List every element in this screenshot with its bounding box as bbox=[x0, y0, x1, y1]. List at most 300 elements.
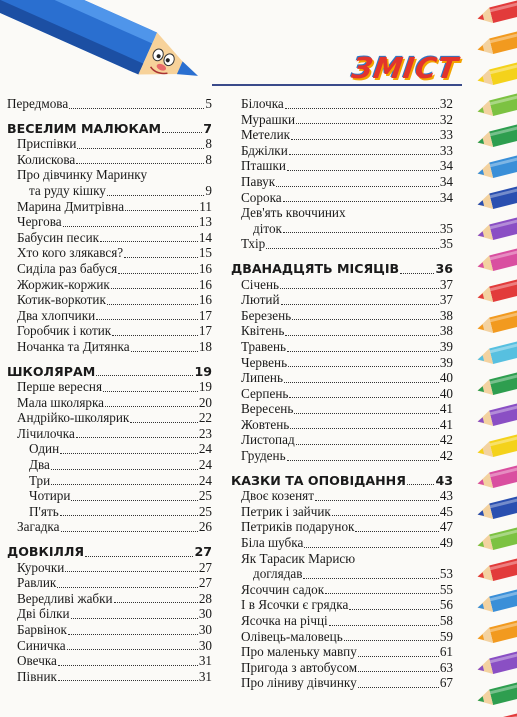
toc-entry bbox=[7, 591, 212, 607]
toc-entry bbox=[7, 230, 212, 246]
toc-page-number: 19 bbox=[198, 379, 212, 395]
toc-entry-title: Січень bbox=[241, 276, 280, 292]
toc-page-number: 55 bbox=[439, 581, 453, 597]
toc-entry-title: Про дівчинку Маринку bbox=[17, 167, 148, 183]
dot-leader bbox=[71, 500, 197, 501]
toc-entry bbox=[7, 560, 212, 576]
toc-page-number: 41 bbox=[439, 416, 453, 432]
colored-pencil-icon bbox=[476, 62, 517, 88]
toc-entry-title: Один bbox=[29, 441, 60, 457]
toc-page-number: 20 bbox=[198, 394, 212, 410]
dot-leader bbox=[358, 687, 439, 688]
toc-entry bbox=[7, 395, 212, 411]
toc-entry-title: І в Ясочки є грядка bbox=[241, 597, 349, 613]
dot-leader bbox=[71, 618, 198, 619]
toc-entry bbox=[231, 308, 453, 324]
colored-pencil-icon bbox=[476, 248, 517, 274]
dot-leader bbox=[107, 195, 205, 196]
dot-leader bbox=[112, 335, 198, 336]
toc-entry-title: Дві білки bbox=[17, 606, 70, 622]
toc-entry-title: Метелик bbox=[241, 127, 291, 143]
colored-pencil-icon bbox=[476, 403, 517, 429]
colored-pencil-icon bbox=[476, 527, 517, 553]
toc-entry bbox=[231, 675, 453, 691]
toc-entry-title: Горобчик і котик bbox=[17, 323, 112, 339]
colored-pencil-icon bbox=[476, 589, 517, 615]
toc-entry-title: ВЕСЕЛИМ МАЛЮКАМ bbox=[7, 120, 162, 136]
toc-entry-title: Жоржик-коржик bbox=[17, 276, 110, 292]
toc-entry-title: Про маленьку мавпу bbox=[241, 644, 357, 660]
toc-entry-title: Павук bbox=[241, 173, 276, 189]
toc-page-number: 40 bbox=[439, 370, 453, 386]
toc-entry-title: Сиділа раз бабуся bbox=[17, 260, 118, 276]
toc-entry bbox=[231, 112, 453, 128]
toc-entry bbox=[231, 190, 453, 206]
toc-entry-title: Приспівки bbox=[17, 136, 77, 152]
dot-leader bbox=[407, 484, 435, 485]
toc-entry bbox=[231, 386, 453, 402]
toc-page-number: 8 bbox=[205, 136, 212, 152]
toc-entry bbox=[7, 261, 212, 277]
section-gap bbox=[7, 355, 212, 364]
dot-leader bbox=[60, 515, 198, 516]
toc-page-number: 39 bbox=[439, 338, 453, 354]
toc-entry bbox=[231, 660, 453, 676]
section-gap bbox=[7, 112, 212, 121]
colored-pencil-icon bbox=[476, 217, 517, 243]
toc-entry-title: доглядав bbox=[253, 566, 303, 582]
toc-entry bbox=[7, 199, 212, 215]
colored-pencil-icon bbox=[476, 713, 517, 717]
toc-section-heading bbox=[7, 121, 212, 137]
dot-leader bbox=[68, 634, 198, 635]
colored-pencil-icon bbox=[476, 341, 517, 367]
toc-page-number: 32 bbox=[439, 96, 453, 111]
dot-leader bbox=[162, 132, 202, 133]
toc-entry-title: Як Тарасик Марисю bbox=[241, 550, 356, 566]
toc-section-heading bbox=[7, 544, 212, 560]
toc-page-number: 42 bbox=[439, 448, 453, 464]
toc-page-number: 13 bbox=[198, 214, 212, 230]
dot-leader bbox=[285, 335, 438, 336]
dot-leader bbox=[58, 665, 198, 666]
dot-leader bbox=[290, 428, 438, 429]
toc-entry bbox=[231, 504, 453, 520]
toc-entry bbox=[7, 214, 212, 230]
colored-pencils-border-icon bbox=[475, 0, 517, 717]
colored-pencil-icon bbox=[476, 620, 517, 646]
dot-leader bbox=[130, 422, 197, 423]
toc-entry-title: Серпень bbox=[241, 385, 289, 401]
toc-page-number: 58 bbox=[439, 613, 453, 628]
toc-entry-title: Сорока bbox=[241, 189, 282, 205]
toc-entry bbox=[231, 370, 453, 386]
dot-leader bbox=[358, 671, 439, 672]
toc-entry bbox=[7, 167, 212, 183]
toc-entry-title: Три bbox=[29, 472, 51, 488]
toc-page-number: 42 bbox=[439, 432, 453, 448]
toc-entry bbox=[7, 457, 212, 473]
toc-entry bbox=[231, 205, 453, 221]
toc-entry bbox=[7, 410, 212, 426]
toc-page-number: 28 bbox=[198, 590, 212, 606]
toc-entry-title: П'ять bbox=[29, 503, 59, 519]
toc-entry bbox=[231, 221, 453, 237]
dot-leader bbox=[114, 602, 198, 603]
toc-page-number: 34 bbox=[439, 158, 453, 174]
toc-entry-title: Бджілки bbox=[241, 142, 288, 158]
toc-entry bbox=[231, 488, 453, 504]
dot-leader bbox=[107, 304, 198, 305]
toc-page-number: 15 bbox=[198, 245, 212, 261]
toc-page-number: 25 bbox=[198, 488, 212, 504]
dot-leader bbox=[288, 366, 439, 367]
dot-leader bbox=[60, 453, 198, 454]
toc-entry-title: Два bbox=[29, 457, 50, 473]
dot-leader bbox=[315, 500, 439, 501]
toc-entry-title: Андрійко-школярик bbox=[17, 410, 130, 426]
toc-entry-title: Чергова bbox=[17, 214, 62, 230]
toc-entry bbox=[231, 143, 453, 159]
toc-section-heading bbox=[231, 261, 453, 277]
toc-entry-title: Липень bbox=[241, 370, 283, 386]
toc-page-number: 30 bbox=[198, 606, 212, 622]
toc-entry-title: КАЗКИ ТА ОПОВІДАННЯ bbox=[231, 472, 406, 488]
dot-leader bbox=[58, 680, 198, 681]
dot-leader bbox=[349, 609, 439, 610]
toc-entry bbox=[7, 136, 212, 152]
dot-leader bbox=[51, 469, 198, 470]
toc-page-number: 30 bbox=[198, 622, 212, 637]
dot-leader bbox=[281, 304, 439, 305]
toc-entry-title: Про ліниву дівчинку bbox=[241, 675, 357, 691]
toc-entry-title: Хто кого злякався? bbox=[17, 245, 124, 261]
toc-entry bbox=[231, 566, 453, 582]
toc-entry bbox=[7, 277, 212, 293]
dot-leader bbox=[291, 139, 439, 140]
section-gap bbox=[231, 252, 453, 261]
toc-entry-title: Півник bbox=[17, 668, 57, 684]
dot-leader bbox=[76, 163, 204, 164]
toc-entry bbox=[231, 236, 453, 252]
toc-entry bbox=[231, 417, 453, 433]
toc-entry-title: Загадка bbox=[17, 519, 60, 535]
toc-entry-title: Ночанка та Дитянка bbox=[17, 338, 130, 354]
dot-leader bbox=[325, 593, 439, 594]
dot-leader bbox=[292, 319, 439, 320]
toc-entry bbox=[231, 96, 453, 112]
toc-entry-title: Травень bbox=[241, 338, 287, 354]
colored-pencil-icon bbox=[476, 310, 517, 336]
toc-page-number: 14 bbox=[198, 229, 212, 245]
colored-pencil-icon bbox=[476, 651, 517, 677]
toc-entry bbox=[7, 622, 212, 638]
section-gap bbox=[7, 535, 212, 544]
toc-entry-title: Бабусин песик bbox=[17, 229, 100, 245]
toc-page-number: 40 bbox=[439, 385, 453, 401]
toc-entry bbox=[7, 426, 212, 442]
toc-page-number: 31 bbox=[198, 668, 212, 684]
toc-page-number: 38 bbox=[439, 307, 453, 323]
toc-page-number: 33 bbox=[439, 127, 453, 143]
toc-entry bbox=[231, 432, 453, 448]
toc-entry-title: Мурашки bbox=[241, 111, 296, 127]
dot-leader bbox=[125, 210, 198, 211]
toc-right-column bbox=[231, 96, 453, 691]
toc-entry-title: Вередливі жабки bbox=[17, 590, 113, 606]
colored-pencil-icon bbox=[476, 682, 517, 708]
toc-entry bbox=[231, 292, 453, 308]
toc-entry bbox=[7, 473, 212, 489]
toc-entry-title: Двоє козенят bbox=[241, 488, 314, 504]
dot-leader bbox=[276, 186, 439, 187]
toc-entry bbox=[231, 158, 453, 174]
toc-page-number: 27 bbox=[198, 559, 212, 575]
dot-leader bbox=[283, 232, 439, 233]
toc-entry bbox=[7, 152, 212, 168]
toc-entry-title: Листопад bbox=[241, 432, 295, 448]
dot-leader bbox=[287, 351, 439, 352]
dot-leader bbox=[296, 123, 439, 124]
toc-entry bbox=[7, 488, 212, 504]
dot-leader bbox=[65, 571, 197, 572]
dot-leader bbox=[111, 288, 198, 289]
toc-entry-title: Перше вересня bbox=[17, 379, 103, 395]
dot-leader bbox=[358, 656, 439, 657]
toc-entry bbox=[7, 183, 212, 199]
toc-entry-title: Березень bbox=[241, 307, 292, 323]
toc-entry bbox=[231, 535, 453, 551]
toc-entry-title: Грудень bbox=[241, 448, 286, 464]
toc-entry bbox=[231, 355, 453, 371]
dot-leader bbox=[51, 484, 198, 485]
dot-leader bbox=[131, 351, 198, 352]
toc-page-number: 34 bbox=[439, 173, 453, 189]
dot-leader bbox=[266, 248, 439, 249]
toc-entry bbox=[7, 504, 212, 520]
toc-entry-title: Квітень bbox=[241, 323, 285, 339]
toc-entry bbox=[7, 638, 212, 654]
toc-entry bbox=[231, 597, 453, 613]
toc-page-number: 35 bbox=[439, 236, 453, 252]
toc-entry bbox=[7, 606, 212, 622]
toc-page-number: 45 bbox=[439, 503, 453, 519]
toc-entry bbox=[231, 551, 453, 567]
toc-entry bbox=[231, 401, 453, 417]
toc-entry bbox=[7, 653, 212, 669]
toc-entry-title: ШКОЛЯРАМ bbox=[7, 363, 96, 379]
toc-page-number: 53 bbox=[439, 566, 453, 582]
toc-page-number: 27 bbox=[194, 544, 212, 560]
dot-leader bbox=[76, 437, 198, 438]
section-gap bbox=[231, 464, 453, 473]
colored-pencil-icon bbox=[476, 155, 517, 181]
toc-page-number: 43 bbox=[439, 488, 453, 504]
dot-leader bbox=[96, 375, 193, 376]
toc-entry-title: діток bbox=[253, 220, 282, 236]
toc-page-number: 43 bbox=[435, 472, 453, 488]
toc-page-number: 24 bbox=[198, 472, 212, 488]
colored-pencil-icon bbox=[476, 124, 517, 150]
toc-entry bbox=[7, 245, 212, 261]
toc-entry-title: ДВАНАДЦЯТЬ МІСЯЦІВ bbox=[231, 260, 400, 276]
toc-page-number: 38 bbox=[439, 323, 453, 339]
toc-page-number: 24 bbox=[198, 457, 212, 473]
dot-leader bbox=[85, 556, 193, 557]
toc-entry bbox=[7, 292, 212, 308]
dot-leader bbox=[284, 382, 439, 383]
toc-page-number: 22 bbox=[198, 410, 212, 426]
toc-page-number: 26 bbox=[198, 519, 212, 535]
toc-page-number: 33 bbox=[439, 142, 453, 158]
toc-entry bbox=[231, 339, 453, 355]
toc-entry bbox=[7, 441, 212, 457]
toc-entry-title: Пригода з автобусом bbox=[241, 659, 358, 675]
toc-page-number: 32 bbox=[439, 111, 453, 127]
toc-entry-title: Колискова bbox=[17, 151, 76, 167]
colored-pencil-icon bbox=[476, 31, 517, 57]
toc-entry bbox=[7, 379, 212, 395]
toc-page-number: 9 bbox=[205, 182, 212, 198]
dot-leader bbox=[296, 444, 439, 445]
dot-leader bbox=[280, 288, 439, 289]
toc-entry bbox=[231, 519, 453, 535]
toc-section-heading bbox=[7, 364, 212, 380]
toc-page-number: 34 bbox=[439, 189, 453, 205]
toc-page-number: 41 bbox=[439, 401, 453, 417]
toc-entry bbox=[7, 96, 212, 112]
toc-entry bbox=[7, 323, 212, 339]
toc-entry bbox=[7, 669, 212, 685]
toc-page-number: 30 bbox=[198, 637, 212, 653]
dot-leader bbox=[283, 201, 439, 202]
dot-leader bbox=[303, 578, 438, 579]
toc-entry-title: Олівець-маловець bbox=[241, 628, 343, 644]
toc-entry bbox=[231, 174, 453, 190]
toc-entry-title: Котик-воркотик bbox=[17, 292, 106, 308]
toc-page-number: 27 bbox=[198, 575, 212, 591]
dot-leader bbox=[304, 547, 439, 548]
toc-page-number: 61 bbox=[439, 644, 453, 660]
dot-leader bbox=[103, 391, 198, 392]
toc-entry-title: Лютий bbox=[241, 292, 280, 308]
toc-page-number: 49 bbox=[439, 535, 453, 551]
toc-entry-title: Жовтень bbox=[241, 416, 290, 432]
toc-page-number: 16 bbox=[198, 292, 212, 308]
toc-entry-title: Вересень bbox=[241, 401, 294, 417]
colored-pencil-icon bbox=[476, 496, 517, 522]
toc-page-number: 7 bbox=[203, 120, 212, 136]
toc-entry bbox=[7, 339, 212, 355]
colored-pencil-icon bbox=[476, 434, 517, 460]
dot-leader bbox=[400, 273, 434, 274]
toc-entry-title: Мала школярка bbox=[17, 394, 105, 410]
toc-page-number: 37 bbox=[439, 276, 453, 292]
toc-entry bbox=[7, 519, 212, 535]
dot-leader bbox=[344, 640, 439, 641]
dot-leader bbox=[329, 625, 439, 626]
toc-entry-title: Лічилочка bbox=[17, 425, 75, 441]
toc-page-number: 39 bbox=[439, 354, 453, 370]
toc-page-number: 59 bbox=[439, 628, 453, 644]
dot-leader bbox=[57, 587, 198, 588]
toc-page-number: 17 bbox=[198, 323, 212, 339]
toc-page-number: 16 bbox=[198, 276, 212, 292]
dot-leader bbox=[287, 460, 439, 461]
toc-entry-title: Чотири bbox=[29, 488, 71, 504]
toc-entry-title: Тхір bbox=[241, 236, 266, 252]
toc-entry-title: Равлик bbox=[17, 575, 57, 591]
toc-entry-title: Курочки bbox=[17, 559, 65, 575]
toc-page-number: 56 bbox=[439, 597, 453, 613]
dot-leader bbox=[294, 413, 438, 414]
dot-leader bbox=[61, 531, 198, 532]
toc-page-number: 23 bbox=[198, 425, 212, 441]
toc-entry bbox=[231, 127, 453, 143]
toc-entry-title: та руду кішку bbox=[29, 182, 106, 198]
dot-leader bbox=[285, 108, 439, 109]
toc-entry bbox=[231, 448, 453, 464]
toc-entry-title: ДОВКІЛЛЯ bbox=[7, 544, 85, 560]
toc-left-column bbox=[7, 96, 212, 684]
dot-leader bbox=[69, 108, 204, 109]
dot-leader bbox=[105, 406, 198, 407]
toc-entry-title: Марина Дмитрівна bbox=[17, 198, 125, 214]
toc-entry bbox=[231, 323, 453, 339]
toc-entry-title: Петрик і зайчик bbox=[241, 503, 331, 519]
dot-leader bbox=[332, 515, 439, 516]
toc-page-number: 18 bbox=[198, 338, 212, 354]
colored-pencil-icon bbox=[476, 0, 517, 26]
dot-leader bbox=[124, 257, 198, 258]
colored-pencil-icon bbox=[476, 465, 517, 491]
colored-pencil-icon bbox=[476, 93, 517, 119]
toc-page-number: 31 bbox=[198, 653, 212, 669]
toc-page-number: 47 bbox=[439, 519, 453, 535]
toc-section-heading bbox=[231, 473, 453, 489]
toc-page-number: 8 bbox=[205, 151, 212, 167]
toc-entry bbox=[7, 308, 212, 324]
dot-leader bbox=[63, 226, 198, 227]
toc-entry bbox=[231, 629, 453, 645]
toc-page-number: 35 bbox=[439, 220, 453, 236]
toc-entry-title: Пташки bbox=[241, 158, 286, 174]
toc-entry-title: Червень bbox=[241, 354, 288, 370]
toc-entry-title: Ясочка на річці bbox=[241, 613, 328, 628]
toc-page-number: 16 bbox=[198, 260, 212, 276]
page-title: ЗМІСТ bbox=[349, 51, 461, 85]
toc-page-number: 63 bbox=[439, 659, 453, 675]
dot-leader bbox=[289, 154, 439, 155]
blue-pencil-mascot-icon bbox=[0, 0, 225, 95]
toc-entry bbox=[231, 277, 453, 293]
toc-page-number: 19 bbox=[194, 363, 212, 379]
dot-leader bbox=[100, 241, 198, 242]
toc-entry-title: Ясоччин садок bbox=[241, 581, 325, 597]
toc-page-number: 17 bbox=[198, 307, 212, 323]
dot-leader bbox=[287, 170, 439, 171]
colored-pencil-icon bbox=[476, 558, 517, 584]
toc-entry bbox=[231, 613, 453, 629]
colored-pencil-icon bbox=[476, 186, 517, 212]
toc-page-number: 36 bbox=[435, 260, 453, 276]
toc-entry bbox=[7, 575, 212, 591]
colored-pencil-icon bbox=[476, 372, 517, 398]
toc-entry-title: Два хлопчики bbox=[17, 307, 96, 323]
toc-entry-title: Барвінок bbox=[17, 622, 67, 637]
dot-leader bbox=[67, 649, 198, 650]
toc-entry-title: Петриків подарунок bbox=[241, 519, 355, 535]
